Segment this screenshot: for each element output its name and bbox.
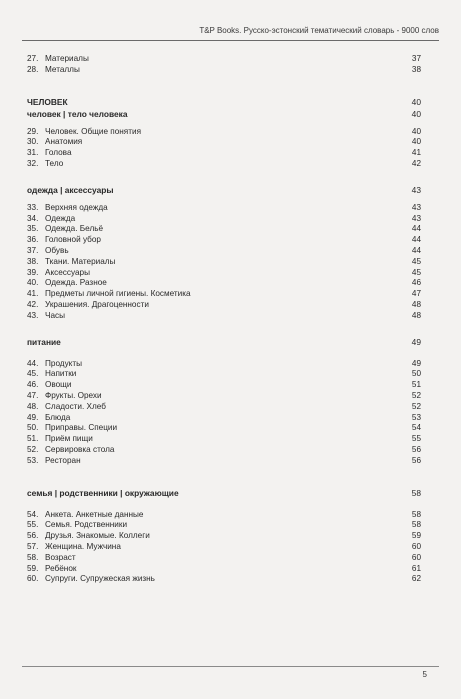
toc-entry — [27, 369, 421, 380]
section-heading-chelovek — [27, 96, 421, 108]
toc-entry — [27, 531, 421, 542]
toc-entry-title: Анкета. Анкетные данные — [45, 509, 144, 519]
toc-entry — [27, 359, 421, 370]
toc-entry — [27, 268, 421, 279]
toc-entry-title: Одежда. Разное — [45, 278, 107, 288]
toc-entry-number: 49. — [27, 412, 39, 422]
toc-entry-page: 58 — [411, 509, 421, 519]
toc-entry — [27, 137, 421, 148]
page-number: 5 — [422, 670, 427, 679]
toc-entry — [27, 289, 421, 300]
section-heading-page: 58 — [411, 487, 421, 498]
toc-entry — [27, 300, 421, 311]
toc-entry — [27, 224, 421, 235]
toc-entry-title: Верхняя одежда — [45, 202, 108, 212]
toc-entry-number: 55. — [27, 520, 39, 530]
toc-entry-number: 46. — [27, 380, 39, 390]
toc-entry-number: 32. — [27, 158, 39, 168]
toc-entry — [27, 456, 421, 467]
toc-entry — [27, 445, 421, 456]
toc-entry — [27, 54, 421, 65]
toc-entry-number: 41. — [27, 289, 39, 299]
toc-entry-page: 58 — [411, 520, 421, 530]
toc-entry — [27, 214, 421, 225]
toc-entry-page: 44 — [411, 224, 421, 234]
running-header: T&P Books. Русско-эстонский тематический словарь - 9000 слов — [199, 26, 439, 35]
subheading-text: человек | тело человека — [27, 108, 128, 119]
toc-group-chelovek — [27, 127, 421, 170]
toc-entry-page: 61 — [411, 563, 421, 573]
toc-entry — [27, 402, 421, 413]
toc-entry-page: 62 — [411, 574, 421, 584]
toc-entry-title: Семья. Родственники — [45, 520, 128, 530]
toc-entry-page: 40 — [411, 137, 421, 147]
toc-entry-page: 37 — [411, 54, 421, 63]
toc-entry — [27, 127, 421, 138]
section-heading-page: 40 — [411, 96, 421, 107]
toc-entry-title: Украшения. Драгоценности — [45, 299, 149, 309]
section-heading-text: питание — [27, 336, 61, 347]
toc-entry — [27, 413, 421, 424]
section-heading-pitanie — [27, 336, 421, 348]
toc-entry — [27, 311, 421, 322]
toc-entry-page: 53 — [411, 412, 421, 422]
subheading-page: 40 — [411, 108, 421, 119]
toc-entry-title: Ребёнок — [45, 563, 77, 573]
toc-entry-page: 38 — [411, 64, 421, 74]
toc-entry-number: 52. — [27, 444, 39, 454]
toc-entry-page: 50 — [411, 369, 421, 379]
toc-entry — [27, 423, 421, 434]
toc-entry-page: 54 — [411, 423, 421, 433]
toc-entry-title: Друзья. Знакомые. Коллеги — [45, 531, 150, 541]
section-heading-text: ЧЕЛОВЕК — [27, 96, 68, 107]
toc-entry-number: 60. — [27, 574, 39, 584]
section-heading-text: одежда | аксессуары — [27, 184, 114, 195]
toc-entry-title: Приём пищи — [45, 434, 93, 444]
toc-entry-title: Продукты — [45, 358, 82, 368]
toc-entry — [27, 380, 421, 391]
toc-entry-number: 44. — [27, 358, 39, 368]
toc-entry — [27, 257, 421, 268]
toc-entry — [27, 391, 421, 402]
toc-entry-number: 31. — [27, 148, 39, 158]
toc-entry-page: 48 — [411, 310, 421, 320]
toc-entry-number: 54. — [27, 509, 39, 519]
toc-entry-number: 40. — [27, 278, 39, 288]
footer-rule — [22, 666, 439, 667]
toc-entry — [27, 246, 421, 257]
toc-entry-title: Металлы — [45, 64, 80, 74]
toc-entry-page: 56 — [411, 444, 421, 454]
toc-entry-title: Ресторан — [45, 455, 81, 465]
toc-entry-number: 43. — [27, 310, 39, 320]
toc-entry — [27, 235, 421, 246]
toc-entry-page: 46 — [411, 278, 421, 288]
toc-entry — [27, 159, 421, 170]
toc-entry-page: 44 — [411, 245, 421, 255]
toc-entry — [27, 510, 421, 521]
toc-entry — [27, 574, 421, 585]
toc-entry-title: Сладости. Хлеб — [45, 401, 106, 411]
toc-entry-title: Обувь — [45, 245, 69, 255]
toc-entry — [27, 520, 421, 531]
toc-entry-title: Тело — [45, 158, 64, 168]
toc-group-odezhda — [27, 203, 421, 322]
toc-entry-number: 53. — [27, 455, 39, 465]
toc-entry-title: Напитки — [45, 369, 77, 379]
toc-entry-page: 51 — [411, 380, 421, 390]
toc-entry-number: 38. — [27, 256, 39, 266]
toc-entry-page: 42 — [411, 158, 421, 168]
toc-entry-page: 60 — [411, 541, 421, 551]
toc-entry — [27, 148, 421, 159]
toc-entry-page: 43 — [411, 202, 421, 212]
section-heading-text: семья | родственники | окружающие — [27, 487, 179, 498]
toc-entry-page: 59 — [411, 531, 421, 541]
toc-entry-title: Возраст — [45, 552, 76, 562]
toc-entry-page: 44 — [411, 235, 421, 245]
toc-entry-number: 35. — [27, 224, 39, 234]
toc-entry-title: Анатомия — [45, 137, 83, 147]
toc-entry-title: Ткани. Материалы — [45, 256, 116, 266]
section-heading-page: 49 — [411, 336, 421, 347]
toc-entry-title: Часы — [45, 310, 65, 320]
toc-group-pitanie — [27, 359, 421, 467]
toc-entry-page: 45 — [411, 267, 421, 277]
toc-entry-title: Головной убор — [45, 235, 101, 245]
toc-entry-number: 33. — [27, 202, 39, 212]
toc-entry-title: Одежда. Бельё — [45, 224, 104, 234]
toc-entry-number: 42. — [27, 299, 39, 309]
toc-entry-number: 29. — [27, 126, 39, 136]
toc-entry-page: 41 — [411, 148, 421, 158]
section-heading-semya — [27, 487, 421, 499]
toc-entry-number: 48. — [27, 401, 39, 411]
toc-entry-number: 30. — [27, 137, 39, 147]
toc-entry — [27, 278, 421, 289]
toc-entry-title: Материалы — [45, 54, 89, 63]
toc-entry-number: 50. — [27, 423, 39, 433]
toc-entry-title: Голова — [45, 148, 72, 158]
toc-entry — [27, 564, 421, 575]
toc-entry-page: 47 — [411, 289, 421, 299]
toc-entry-title: Женщина. Мужчина — [45, 541, 121, 551]
toc-entry-number: 58. — [27, 552, 39, 562]
toc-entry — [27, 542, 421, 553]
toc-entry-page: 45 — [411, 256, 421, 266]
toc-entry-number: 28. — [27, 64, 39, 74]
toc-entry-number: 27. — [27, 54, 39, 63]
toc-entry-page: 55 — [411, 434, 421, 444]
toc-entry-number: 51. — [27, 434, 39, 444]
toc-entry-number: 37. — [27, 245, 39, 255]
toc-entry-page: 52 — [411, 401, 421, 411]
toc-entry — [27, 203, 421, 214]
toc-entry-number: 45. — [27, 369, 39, 379]
toc-entry-page: 40 — [411, 126, 421, 136]
toc-entry-page: 43 — [411, 213, 421, 223]
subheading-chelovek — [27, 108, 421, 120]
toc-top-group — [27, 54, 421, 76]
toc-entry — [27, 434, 421, 445]
toc-entry-title: Овощи — [45, 380, 72, 390]
toc-entry-title: Фрукты. Орехи — [45, 390, 102, 400]
section-heading-odezhda — [27, 184, 421, 196]
toc-entry-title: Предметы личной гигиены. Косметика — [45, 289, 191, 299]
toc-entry-number: 47. — [27, 390, 39, 400]
toc-entry — [27, 65, 421, 76]
toc-entry-title: Одежда — [45, 213, 76, 223]
table-of-contents — [27, 54, 421, 585]
toc-entry-number: 56. — [27, 531, 39, 541]
toc-entry-page: 49 — [411, 358, 421, 368]
toc-entry-number: 59. — [27, 563, 39, 573]
toc-entry-number: 57. — [27, 541, 39, 551]
toc-entry-title: Человек. Общие понятия — [45, 126, 141, 136]
section-heading-page: 43 — [411, 184, 421, 195]
toc-entry-page: 60 — [411, 552, 421, 562]
toc-group-semya — [27, 510, 421, 586]
toc-entry-number: 36. — [27, 235, 39, 245]
toc-entry-title: Блюда — [45, 412, 71, 422]
toc-entry-title: Аксессуары — [45, 267, 90, 277]
toc-entry-number: 34. — [27, 213, 39, 223]
toc-entry-title: Приправы. Специи — [45, 423, 118, 433]
toc-entry — [27, 553, 421, 564]
toc-entry-page: 52 — [411, 390, 421, 400]
toc-entry-title: Супруги. Супружеская жизнь — [45, 574, 155, 584]
toc-entry-page: 56 — [411, 455, 421, 465]
toc-entry-title: Сервировка стола — [45, 444, 115, 454]
toc-entry-page: 48 — [411, 299, 421, 309]
header-rule — [22, 40, 439, 41]
toc-entry-number: 39. — [27, 267, 39, 277]
